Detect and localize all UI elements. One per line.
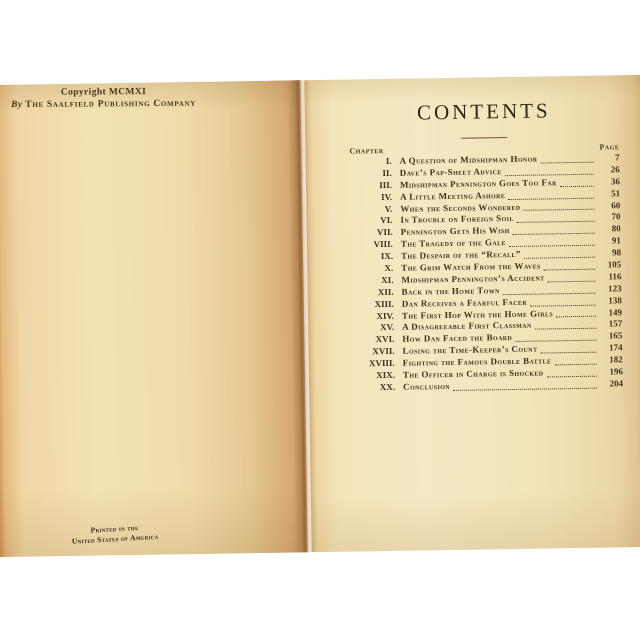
chapter-title: Dave’s Pap-Sheet Advice [399,166,502,178]
column-header-page: Page [599,142,620,152]
chapter-numeral: III. [379,179,393,190]
chapter-title: The Despair of the “Recall” [400,248,521,261]
chapter-title: Midshipman Pennington’s Accident [401,272,545,285]
publisher-name: The Saalfield Publishing Company [25,98,197,110]
dot-leader [503,292,596,294]
chapter-title: Pennington Gets His Wish [400,225,510,238]
dot-leader [515,340,596,342]
chapter-numeral: XIII. [374,298,394,309]
chapter-numeral: I. [385,155,392,166]
chapter-numeral: IX. [380,250,394,262]
chapter-title: Midshipman Pennington Goes Too Far [399,177,557,190]
printed-in-usa [27,519,203,548]
toc-entries [349,152,623,394]
left-page [0,80,308,557]
dot-leader [453,387,597,390]
dot-leader [544,269,596,271]
chapter-title: Conclusion [403,380,451,392]
chapter-title: In Trouble on Foreign Soil [400,213,514,226]
chapter-page-number: 98 [611,247,622,258]
publisher-line [0,98,209,111]
dot-leader [554,364,596,366]
chapter-title: The First Hop With the Home Girls [401,307,554,321]
dot-leader [548,280,596,282]
chapter-numeral: XIV. [376,310,395,321]
chapter-title: A Little Meeting Ashore [400,189,506,202]
contents-section [349,97,624,394]
chapter-title: Dan Receives a Fearful Facer [401,296,528,309]
chapter-page-number: 26 [610,164,620,175]
copyright-by: By [11,99,23,110]
chapter-page-number: 80 [611,223,621,234]
chapter-page-number: 182 [609,354,623,365]
chapter-title: When the Seconds Wondered [400,201,521,214]
contents-title: CONTENTS [416,98,551,125]
chapter-numeral: XI. [381,274,394,285]
chapter-page-number: 196 [609,366,623,377]
chapter-title: The Tragedy of the Gale [400,237,507,249]
chapter-numeral: XVIII. [368,357,395,369]
copyright-line: Copyright MCMXI [60,87,147,98]
dot-leader [509,245,595,247]
chapter-numeral: VII. [376,227,393,238]
chapter-title: Losing the Time-Keeper’s Count [402,343,538,356]
chapter-page-number: 7 [614,152,620,163]
chapter-numeral: XVI. [375,334,395,345]
chapter-page-number: 70 [611,211,621,222]
dot-leader [508,197,594,199]
column-header-chapter: Chapter [349,145,384,156]
dot-leader [547,376,597,378]
dot-leader [530,304,596,306]
chapter-title: A Disagreeable First Classman [402,320,532,333]
chapter-page-number: 204 [609,378,624,389]
dot-leader [540,352,596,354]
chapter-page-number: 36 [610,176,620,187]
right-page [304,75,640,552]
chapter-page-number: 105 [607,259,622,270]
open-book [0,75,640,557]
chapter-numeral: V. [384,203,393,214]
printed-line-1: Printed in the [90,522,139,535]
chapter-numeral: IV. [380,191,393,202]
chapter-page-number: 165 [608,330,623,341]
chapter-numeral: XX. [379,381,396,393]
chapter-numeral: X. [384,262,394,274]
dot-leader [535,328,596,330]
chapter-page-number: 157 [608,318,623,329]
chapter-numeral: VI. [380,215,393,226]
chapter-page-number: 51 [611,187,621,199]
chapter-numeral: II. [382,167,392,178]
chapter-title: Back in the Home Town [401,284,500,297]
dot-leader [513,233,595,235]
chapter-title: The Grim Watch From the Waves [401,260,541,273]
dot-leader [517,221,595,223]
dot-leader [560,185,594,187]
chapter-page-number: 123 [608,283,622,294]
contents-divider [461,137,507,139]
chapter-title: A Question of Midshipman Honor [399,153,538,166]
chapter-page-number: 138 [608,294,622,306]
chapter-title: The Officer in Charge is Shocked [402,367,544,380]
dot-leader [524,257,595,259]
dot-leader [505,173,594,175]
chapter-page-number: 91 [611,235,621,246]
dot-leader [556,316,596,318]
printed-line-2: United States of America [71,531,159,546]
chapter-page-number: 60 [611,199,621,210]
chapter-page-number: 149 [608,306,623,318]
chapter-numeral: VIII. [373,239,393,250]
chapter-numeral: XV. [380,322,395,333]
dot-leader [524,209,595,211]
chapter-page-number: 116 [608,271,622,282]
chapter-numeral: XVII. [372,346,395,357]
chapter-numeral: XII. [377,286,394,297]
chapter-title: Fighting the Famous Double Battle [402,355,552,368]
dot-leader [540,162,593,164]
chapter-page-number: 174 [608,342,623,353]
chapter-title: How Dan Faced the Board [402,332,513,345]
copyright-notice [0,87,209,111]
chapter-numeral: XIX. [376,369,396,381]
